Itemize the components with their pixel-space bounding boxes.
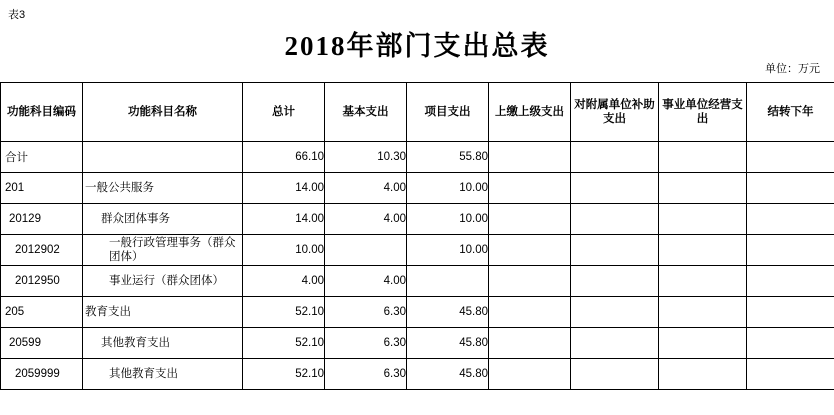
- cell-basic: 6.30: [325, 297, 407, 328]
- cell-operating: [659, 266, 747, 297]
- cell-project: 10.00: [407, 204, 489, 235]
- cell-subsidy: [571, 266, 659, 297]
- column-header-code: 功能科目编码: [1, 83, 83, 142]
- cell-code: 2012950: [1, 266, 83, 297]
- column-header-name: 功能科目名称: [83, 83, 243, 142]
- cell-basic: 4.00: [325, 266, 407, 297]
- cell-basic: 6.30: [325, 359, 407, 390]
- cell-subsidy: [571, 297, 659, 328]
- cell-code: 201: [1, 173, 83, 204]
- cell-code: 2059999: [1, 359, 83, 390]
- column-header-subsidy: 对附属单位补助支出: [571, 83, 659, 142]
- cell-name: 教育支出: [83, 297, 243, 328]
- sheet-label: 表3: [8, 9, 26, 21]
- expenditure-table: [0, 82, 834, 390]
- cell-name: 一般行政管理事务（群众团体）: [83, 235, 243, 266]
- cell-operating: [659, 328, 747, 359]
- cell-code: 205: [1, 297, 83, 328]
- column-header-basic: 基本支出: [325, 83, 407, 142]
- cell-subsidy: [571, 359, 659, 390]
- table-row: [1, 204, 834, 235]
- cell-upper: [489, 204, 571, 235]
- cell-upper: [489, 359, 571, 390]
- cell-carryover: [747, 173, 834, 204]
- cell-name: 群众团体事务: [83, 204, 243, 235]
- cell-basic: 10.30: [325, 142, 407, 173]
- cell-subsidy: [571, 235, 659, 266]
- column-header-upper: 上缴上级支出: [489, 83, 571, 142]
- table-row: [1, 173, 834, 204]
- cell-carryover: [747, 359, 834, 390]
- cell-project: 45.80: [407, 297, 489, 328]
- cell-upper: [489, 266, 571, 297]
- cell-total: 14.00: [243, 204, 325, 235]
- cell-name: 其他教育支出: [83, 328, 243, 359]
- cell-project: 55.80: [407, 142, 489, 173]
- cell-total: 52.10: [243, 328, 325, 359]
- cell-project: [407, 266, 489, 297]
- cell-code: 合计: [1, 142, 83, 173]
- cell-carryover: [747, 266, 834, 297]
- cell-upper: [489, 142, 571, 173]
- cell-operating: [659, 235, 747, 266]
- cell-name: 事业运行（群众团体）: [83, 266, 243, 297]
- cell-name: 其他教育支出: [83, 359, 243, 390]
- cell-carryover: [747, 297, 834, 328]
- cell-code: 2012902: [1, 235, 83, 266]
- table-row: [1, 142, 834, 173]
- cell-project: 10.00: [407, 173, 489, 204]
- cell-carryover: [747, 204, 834, 235]
- unit-note: 单位：万元: [765, 63, 820, 75]
- cell-name: 一般公共服务: [83, 173, 243, 204]
- table-row: [1, 235, 834, 266]
- cell-upper: [489, 173, 571, 204]
- table-header-row: [1, 83, 834, 142]
- cell-code: 20599: [1, 328, 83, 359]
- cell-basic: [325, 235, 407, 266]
- table-row: [1, 266, 834, 297]
- cell-project: 45.80: [407, 359, 489, 390]
- cell-upper: [489, 235, 571, 266]
- cell-basic: 4.00: [325, 204, 407, 235]
- cell-basic: 4.00: [325, 173, 407, 204]
- cell-subsidy: [571, 142, 659, 173]
- cell-subsidy: [571, 204, 659, 235]
- table-row: [1, 297, 834, 328]
- column-header-total: 总计: [243, 83, 325, 142]
- table-row: [1, 359, 834, 390]
- column-header-carryover: 结转下年: [747, 83, 834, 142]
- cell-total: 4.00: [243, 266, 325, 297]
- column-header-project: 项目支出: [407, 83, 489, 142]
- cell-carryover: [747, 142, 834, 173]
- cell-total: 66.10: [243, 142, 325, 173]
- cell-total: 14.00: [243, 173, 325, 204]
- cell-total: 52.10: [243, 297, 325, 328]
- cell-operating: [659, 359, 747, 390]
- cell-project: 45.80: [407, 328, 489, 359]
- cell-basic: 6.30: [325, 328, 407, 359]
- cell-name: [83, 142, 243, 173]
- cell-project: 10.00: [407, 235, 489, 266]
- cell-upper: [489, 297, 571, 328]
- column-header-operating: 事业单位经营支出: [659, 83, 747, 142]
- cell-carryover: [747, 235, 834, 266]
- cell-subsidy: [571, 328, 659, 359]
- table-body: [1, 142, 834, 390]
- cell-code: 20129: [1, 204, 83, 235]
- cell-operating: [659, 142, 747, 173]
- cell-total: 52.10: [243, 359, 325, 390]
- cell-carryover: [747, 328, 834, 359]
- table-row: [1, 328, 834, 359]
- cell-operating: [659, 173, 747, 204]
- cell-operating: [659, 204, 747, 235]
- cell-subsidy: [571, 173, 659, 204]
- cell-total: 10.00: [243, 235, 325, 266]
- cell-operating: [659, 297, 747, 328]
- page-title: 2018年部门支出总表: [284, 31, 550, 61]
- cell-upper: [489, 328, 571, 359]
